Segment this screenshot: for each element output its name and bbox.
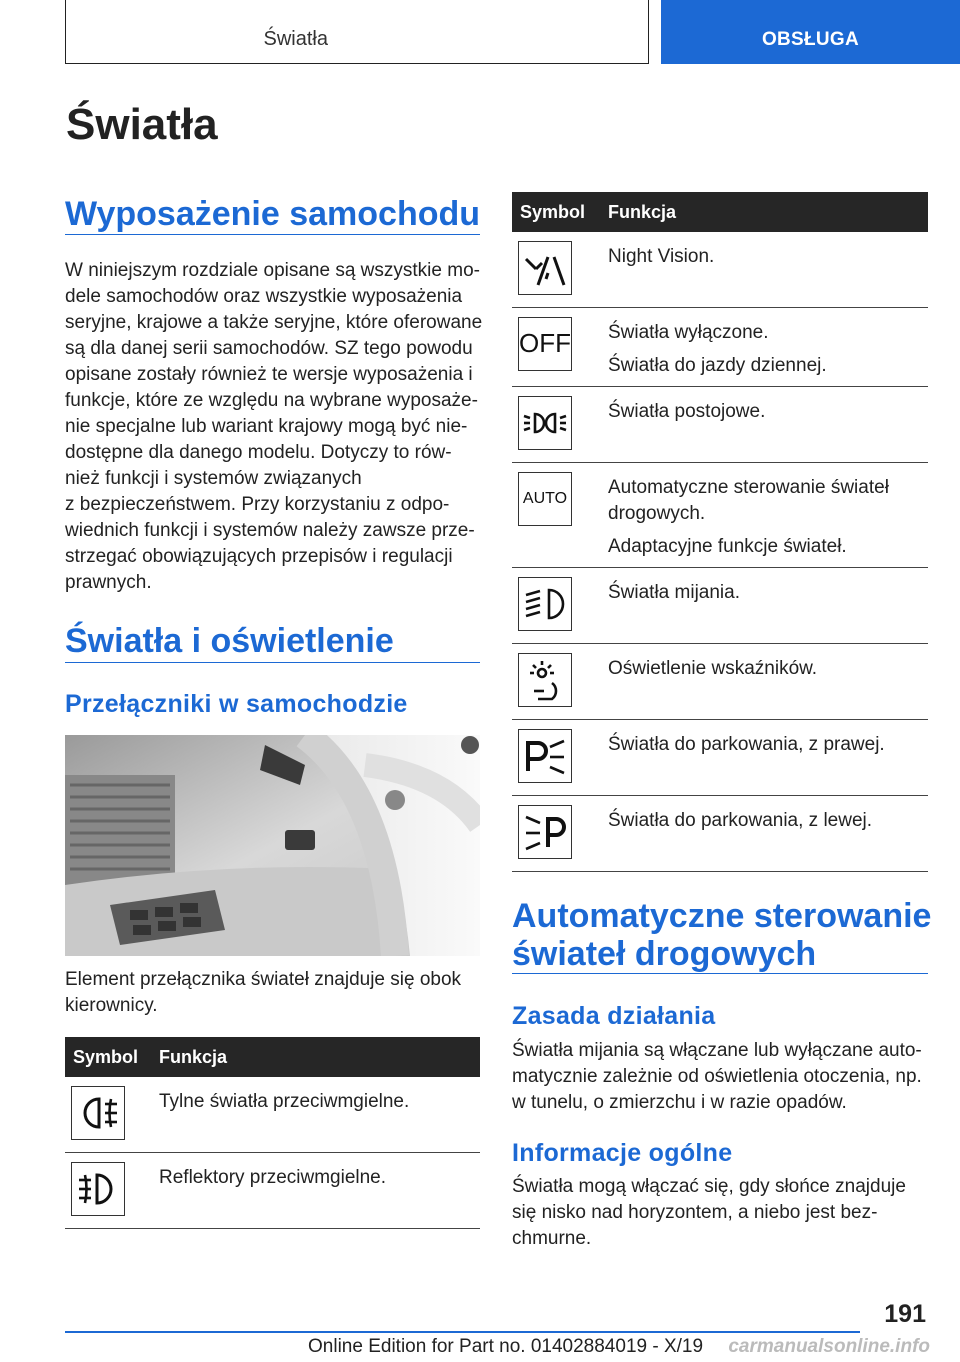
heading-rule [512, 973, 928, 974]
parking-light-icon [518, 396, 572, 450]
heading-rule [65, 234, 480, 235]
parking-right-icon [518, 729, 572, 783]
column-header-symbol: Symbol [65, 1037, 151, 1077]
page-number: 191 [884, 1300, 926, 1328]
page-title: Światła [66, 100, 218, 149]
header-chapter-tab[interactable]: OBSŁUGA [661, 0, 960, 64]
dashboard-photo [65, 735, 480, 956]
heading-rule [65, 662, 480, 663]
function-text: Światła mijania. [608, 581, 740, 603]
function-text: Światła do jazdy dziennej. [608, 354, 827, 376]
heading-general: Informacje ogólne [512, 1139, 733, 1167]
footer-edition: Online Edition for Part no. 01402884019 - X/19 [308, 1336, 704, 1357]
function-text: Światła do parkowania, z lewej. [608, 809, 873, 831]
heading-lights: Światła i oświetlenie [65, 622, 394, 660]
table-row [512, 232, 928, 307]
instrument-lighting-icon [518, 653, 572, 707]
watermark: carmanualsonline.info [728, 1336, 930, 1357]
rear-fog-light-icon [71, 1086, 125, 1140]
table-row [512, 719, 928, 795]
table-row [512, 462, 928, 567]
function-text: Adaptacyjne funkcje świateł. [608, 535, 847, 557]
table-row [512, 643, 928, 719]
table-row [65, 1077, 480, 1152]
function-text: Tylne światła przeciwmgielne. [159, 1091, 410, 1112]
switch-symbol-table [65, 1037, 480, 1229]
function-text: Oświetlenie wskaźników. [608, 657, 818, 679]
night-vision-icon [518, 241, 572, 295]
column-header-function: Funkcja [151, 1037, 480, 1077]
heading-principle: Zasada działania [512, 1002, 716, 1030]
table-row [512, 567, 928, 643]
table-row [512, 795, 928, 871]
front-fog-light-icon [71, 1162, 125, 1216]
photo-caption: Element przełącznika świateł znajduje się obok kierownicy. [65, 969, 462, 1016]
low-beam-icon [518, 577, 572, 631]
table-row [65, 1152, 480, 1228]
off-icon: OFF [518, 317, 572, 371]
general-paragraph: Światła mogą włączać się, gdy słońce znajduje się nisko nad horyzontem, a niebo jest bez- chmurne. [512, 1176, 906, 1249]
function-text: Światła wyłączone. [608, 321, 769, 343]
heading-switches: Przełączniki w samochodzie [65, 690, 408, 718]
auto-icon: AUTO [518, 472, 572, 526]
function-text: Światła postojowe. [608, 400, 766, 422]
column-header-function: Funkcja [600, 192, 928, 232]
function-text: Światła do parkowania, z prawej. [608, 733, 885, 755]
function-text: Automatyczne sterowanie świateł drogowych. [608, 476, 889, 524]
function-text: Night Vision. [608, 246, 715, 267]
heading-auto-high-beam: Automatyczne sterowanie świateł drogowych [512, 897, 932, 973]
heading-equipment: Wyposażenie samochodu [65, 195, 481, 233]
light-symbol-table [512, 192, 928, 872]
column-header-symbol: Symbol [512, 192, 600, 232]
footer-rule [65, 1331, 860, 1333]
parking-left-icon [518, 805, 572, 859]
table-row [512, 307, 928, 386]
header-section-title: Światła [263, 28, 328, 50]
equipment-paragraph: W niniejszym rozdziale opisane są wszystkie mo- dele samochodów oraz wszystkie wyposażenia seryjne, krajowe a także seryjne, które oferowane są dla danej serii samochodów. SZ tego powodu opisane zostały również te wersje wyposażenia i funkcje, które ze względu na wybrane wyposaże- nie specjalne lub wariant krajowy mogą być nie- dostępne dla danego modelu. Dotyczy to rów- nież funkcji i systemów związanych z bezpieczeństwem. Przy korzystaniu z odpo- wiednich funkcji i systemów należy zawsze prze- strzegać obowiązujących przepisów i regulacji prawnych. [65, 260, 483, 593]
header-frame [65, 0, 649, 64]
function-text: Reflektory przeciwmgielne. [159, 1166, 387, 1188]
table-row [512, 386, 928, 462]
principle-paragraph: Światła mijania są włączane lub wyłączane auto- matycznie zależnie od oświetlenia otoczenia, np. w tunelu, o zmierzchu i w razie opadów. [512, 1040, 922, 1113]
